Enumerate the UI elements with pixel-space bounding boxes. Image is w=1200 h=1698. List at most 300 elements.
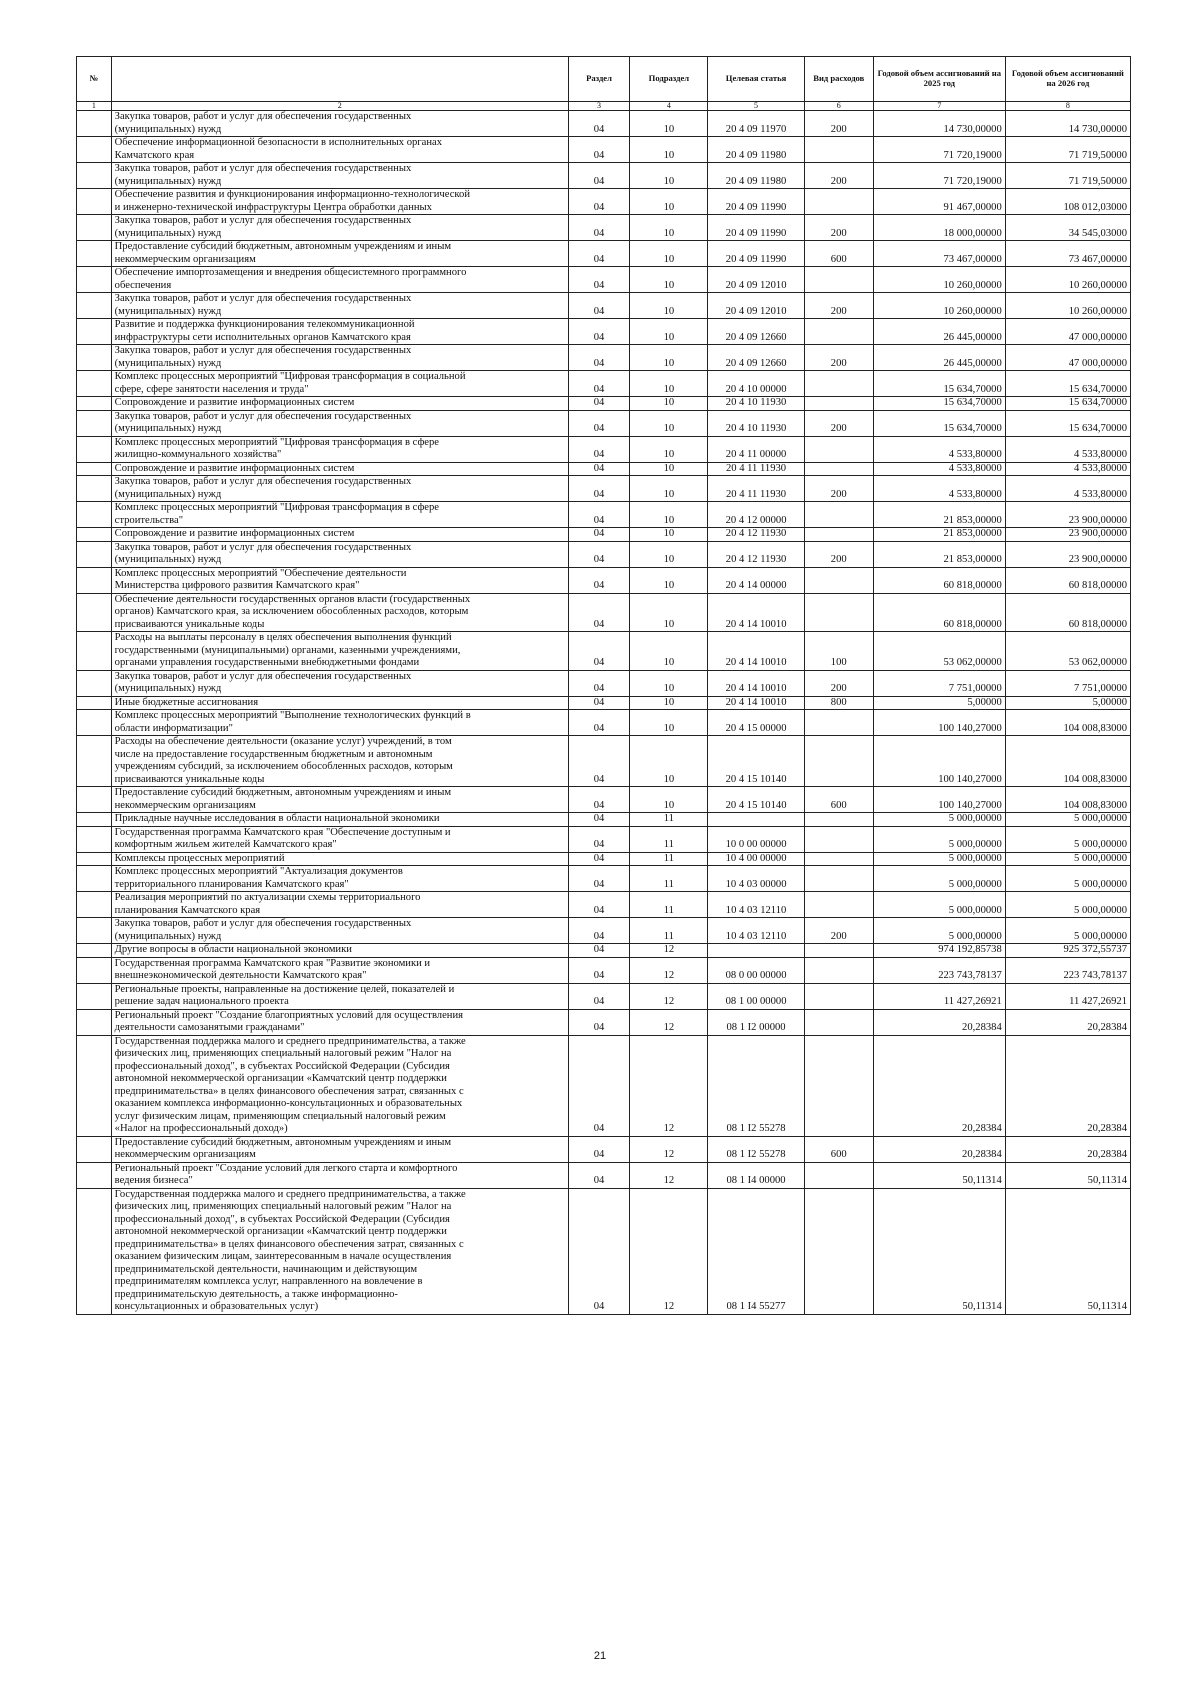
expense-type-code <box>804 319 873 345</box>
table-row <box>77 710 1131 736</box>
item-name: Государственная программа Камчатского края "Обеспечение доступным и комфортным жильем жителей Камчатского края" <box>111 826 568 852</box>
row-number-cell <box>77 293 112 319</box>
row-number-cell <box>77 1035 112 1136</box>
target-article-code: 20 4 09 11970 <box>708 111 804 137</box>
subsection-code: 11 <box>630 813 708 827</box>
amount-2025: 223 743,78137 <box>873 957 1005 983</box>
subsection-code: 10 <box>630 696 708 710</box>
section-code: 04 <box>568 866 629 892</box>
subsection-code: 11 <box>630 892 708 918</box>
table-row <box>77 957 1131 983</box>
item-name: Другие вопросы в области национальной экономики <box>111 944 568 958</box>
amount-2025: 5,00000 <box>873 696 1005 710</box>
row-number-cell <box>77 918 112 944</box>
expense-type-code <box>804 189 873 215</box>
target-article-code: 08 1 I4 55277 <box>708 1188 804 1314</box>
amount-2025: 15 634,70000 <box>873 410 1005 436</box>
item-name: Комплекс процессных мероприятий "Цифровая трансформация в социальной сфере, сфере занятости населения и труда" <box>111 371 568 397</box>
amount-2025: 11 427,26921 <box>873 983 1005 1009</box>
section-code: 04 <box>568 397 629 411</box>
section-code: 04 <box>568 696 629 710</box>
item-name: Комплексы процессных мероприятий <box>111 852 568 866</box>
amount-2025: 71 720,19000 <box>873 163 1005 189</box>
table-row <box>77 436 1131 462</box>
subsection-code: 11 <box>630 918 708 944</box>
item-name: Закупка товаров, работ и услуг для обеспечения государственных (муниципальных) нужд <box>111 163 568 189</box>
item-name: Комплекс процессных мероприятий "Выполнение технологических функций в области информатизации" <box>111 710 568 736</box>
subsection-code: 10 <box>630 215 708 241</box>
target-article-code: 20 4 09 11980 <box>708 137 804 163</box>
item-name: Региональный проект "Создание условий для легкого старта и комфортного ведения бизнеса" <box>111 1162 568 1188</box>
section-code: 04 <box>568 1009 629 1035</box>
item-name: Закупка товаров, работ и услуг для обеспечения государственных (муниципальных) нужд <box>111 918 568 944</box>
section-code: 04 <box>568 670 629 696</box>
subsection-code: 10 <box>630 670 708 696</box>
expense-type-code: 200 <box>804 476 873 502</box>
table-row <box>77 787 1131 813</box>
table-row <box>77 502 1131 528</box>
table-row <box>77 241 1131 267</box>
row-number-cell <box>77 670 112 696</box>
table-row <box>77 397 1131 411</box>
table-row <box>77 476 1131 502</box>
section-code: 04 <box>568 632 629 671</box>
section-code: 04 <box>568 345 629 371</box>
table-row <box>77 696 1131 710</box>
expense-type-code: 800 <box>804 696 873 710</box>
expense-type-code: 200 <box>804 541 873 567</box>
amount-2025: 5 000,00000 <box>873 918 1005 944</box>
table-body <box>77 111 1131 1315</box>
amount-2026: 104 008,83000 <box>1005 736 1130 787</box>
table-row <box>77 215 1131 241</box>
table-row <box>77 189 1131 215</box>
section-code: 04 <box>568 502 629 528</box>
amount-2026: 60 818,00000 <box>1005 567 1130 593</box>
expense-type-code: 600 <box>804 241 873 267</box>
row-number-cell <box>77 1188 112 1314</box>
table-row <box>77 983 1131 1009</box>
expense-type-code: 200 <box>804 111 873 137</box>
amount-2026: 5 000,00000 <box>1005 826 1130 852</box>
row-number-cell <box>77 267 112 293</box>
amount-2026: 23 900,00000 <box>1005 541 1130 567</box>
subsection-code: 12 <box>630 1162 708 1188</box>
table-row <box>77 371 1131 397</box>
row-number-cell <box>77 567 112 593</box>
row-number-cell <box>77 593 112 632</box>
amount-2025: 21 853,00000 <box>873 502 1005 528</box>
target-article-code: 20 4 14 10010 <box>708 593 804 632</box>
row-number-cell <box>77 710 112 736</box>
amount-2025: 26 445,00000 <box>873 345 1005 371</box>
row-number-cell <box>77 215 112 241</box>
subsection-code: 10 <box>630 567 708 593</box>
target-article-code: 20 4 15 10140 <box>708 787 804 813</box>
expense-type-code <box>804 983 873 1009</box>
expense-type-code: 200 <box>804 293 873 319</box>
column-numbers-row <box>77 102 1131 111</box>
item-name: Реализация мероприятий по актуализации схемы территориального планирования Камчатского края <box>111 892 568 918</box>
section-code: 04 <box>568 476 629 502</box>
target-article-code: 08 0 00 00000 <box>708 957 804 983</box>
expense-type-code <box>804 593 873 632</box>
row-number-cell <box>77 111 112 137</box>
item-name: Государственная программа Камчатского края "Развитие экономики и внешнеэкономической деятельности Камчатского края" <box>111 957 568 983</box>
subsection-code: 10 <box>630 410 708 436</box>
row-number-cell <box>77 462 112 476</box>
section-code: 04 <box>568 957 629 983</box>
amount-2026: 10 260,00000 <box>1005 293 1130 319</box>
subsection-code: 12 <box>630 1136 708 1162</box>
row-number-cell <box>77 163 112 189</box>
section-code: 04 <box>568 371 629 397</box>
amount-2025: 50,11314 <box>873 1188 1005 1314</box>
expense-type-code <box>804 267 873 293</box>
expense-type-code <box>804 397 873 411</box>
section-code: 04 <box>568 163 629 189</box>
item-name: Комплекс процессных мероприятий "Обеспечение деятельности Министерства цифрового развития Камчатского края" <box>111 567 568 593</box>
section-code: 04 <box>568 1188 629 1314</box>
amount-2026: 104 008,83000 <box>1005 787 1130 813</box>
subsection-code: 10 <box>630 111 708 137</box>
amount-2026: 47 000,00000 <box>1005 345 1130 371</box>
amount-2025: 7 751,00000 <box>873 670 1005 696</box>
item-name: Сопровождение и развитие информационных систем <box>111 528 568 542</box>
column-number: 7 <box>873 102 1005 111</box>
item-name: Прикладные научные исследования в области национальной экономики <box>111 813 568 827</box>
target-article-code: 20 4 11 11930 <box>708 476 804 502</box>
section-code: 04 <box>568 410 629 436</box>
table-row <box>77 567 1131 593</box>
section-code: 04 <box>568 736 629 787</box>
item-name: Закупка товаров, работ и услуг для обеспечения государственных (муниципальных) нужд <box>111 293 568 319</box>
header-amount-2025: Годовой объем ассигнований на 2025 год <box>873 57 1005 102</box>
section-code: 04 <box>568 436 629 462</box>
amount-2025: 21 853,00000 <box>873 541 1005 567</box>
subsection-code: 12 <box>630 1188 708 1314</box>
subsection-code: 12 <box>630 1035 708 1136</box>
amount-2026: 50,11314 <box>1005 1162 1130 1188</box>
table-row <box>77 826 1131 852</box>
amount-2026: 47 000,00000 <box>1005 319 1130 345</box>
expense-type-code <box>804 137 873 163</box>
amount-2026: 5 000,00000 <box>1005 892 1130 918</box>
section-code: 04 <box>568 111 629 137</box>
expense-type-code: 200 <box>804 918 873 944</box>
amount-2026: 11 427,26921 <box>1005 983 1130 1009</box>
expense-type-code: 200 <box>804 345 873 371</box>
amount-2026: 71 719,50000 <box>1005 137 1130 163</box>
item-name: Региональный проект "Создание благоприятных условий для осуществления деятельности самозанятыми гражданами" <box>111 1009 568 1035</box>
subsection-code: 11 <box>630 866 708 892</box>
amount-2025: 4 533,80000 <box>873 436 1005 462</box>
table-row <box>77 462 1131 476</box>
expense-type-code <box>804 1035 873 1136</box>
target-article-code: 08 1 I2 55278 <box>708 1035 804 1136</box>
column-number: 8 <box>1005 102 1130 111</box>
subsection-code: 10 <box>630 163 708 189</box>
amount-2025: 21 853,00000 <box>873 528 1005 542</box>
target-article-code: 08 1 I2 00000 <box>708 1009 804 1035</box>
amount-2025: 5 000,00000 <box>873 852 1005 866</box>
row-number-cell <box>77 137 112 163</box>
amount-2026: 104 008,83000 <box>1005 710 1130 736</box>
target-article-code: 20 4 12 00000 <box>708 502 804 528</box>
section-code: 04 <box>568 1136 629 1162</box>
amount-2025: 5 000,00000 <box>873 892 1005 918</box>
amount-2026: 10 260,00000 <box>1005 267 1130 293</box>
amount-2025: 100 140,27000 <box>873 787 1005 813</box>
header-name <box>111 57 568 102</box>
amount-2025: 14 730,00000 <box>873 111 1005 137</box>
item-name: Предоставление субсидий бюджетным, автономным учреждениям и иным некоммерческим организациям <box>111 241 568 267</box>
header-section: Раздел <box>568 57 629 102</box>
table-row <box>77 736 1131 787</box>
subsection-code: 10 <box>630 462 708 476</box>
table-row <box>77 528 1131 542</box>
table-row <box>77 1009 1131 1035</box>
subsection-code: 10 <box>630 632 708 671</box>
item-name: Государственная поддержка малого и среднего предпринимательства, а также физических лиц, применяющих специальный налоговый режим "Налог на профессиональный доход", в субъектах Российской Федерации (Субсидия автономной некоммерческой организации «Камчатский центр поддержки предпринимательства» в целях финансового обеспечения затрат, связанных с оказанием комплекса информационно-консультационных и образовательных услуг физическим лицам, применяющим специальный налоговый режим «Налог на профессиональный доход») <box>111 1035 568 1136</box>
target-article-code: 08 1 I2 55278 <box>708 1136 804 1162</box>
table-row <box>77 345 1131 371</box>
item-name: Расходы на выплаты персоналу в целях обеспечения выполнения функций государственными (муниципальными) органами, казенными учреждениями, органами управления государственными внебюджетными фондами <box>111 632 568 671</box>
amount-2026: 5,00000 <box>1005 696 1130 710</box>
section-code: 04 <box>568 1162 629 1188</box>
amount-2025: 4 533,80000 <box>873 476 1005 502</box>
target-article-code: 20 4 10 11930 <box>708 397 804 411</box>
target-article-code <box>708 813 804 827</box>
subsection-code: 10 <box>630 593 708 632</box>
header-target: Целевая статья <box>708 57 804 102</box>
item-name: Обеспечение импортозамещения и внедрения общесистемного программного обеспечения <box>111 267 568 293</box>
section-code: 04 <box>568 918 629 944</box>
table-row <box>77 137 1131 163</box>
table-row <box>77 866 1131 892</box>
target-article-code: 08 1 00 00000 <box>708 983 804 1009</box>
target-article-code: 10 4 03 12110 <box>708 892 804 918</box>
amount-2025: 20,28384 <box>873 1035 1005 1136</box>
target-article-code: 20 4 14 10010 <box>708 670 804 696</box>
target-article-code: 20 4 09 11980 <box>708 163 804 189</box>
row-number-cell <box>77 541 112 567</box>
amount-2025: 974 192,85738 <box>873 944 1005 958</box>
amount-2025: 15 634,70000 <box>873 371 1005 397</box>
amount-2025: 91 467,00000 <box>873 189 1005 215</box>
header-subsection: Подраздел <box>630 57 708 102</box>
amount-2025: 73 467,00000 <box>873 241 1005 267</box>
header-expense-type: Вид расходов <box>804 57 873 102</box>
target-article-code: 20 4 11 11930 <box>708 462 804 476</box>
amount-2025: 10 260,00000 <box>873 293 1005 319</box>
expense-type-code <box>804 944 873 958</box>
item-name: Расходы на обеспечение деятельности (оказание услуг) учреждений, в том числе на предоставление государственным бюджетным и автономным учреждениям субсидий, за исключением обособленных расходов, которым присваиваются уникальные коды <box>111 736 568 787</box>
item-name: Обеспечение информационной безопасности в исполнительных органах Камчатского края <box>111 137 568 163</box>
target-article-code: 20 4 10 00000 <box>708 371 804 397</box>
item-name: Предоставление субсидий бюджетным, автономным учреждениям и иным некоммерческим организациям <box>111 787 568 813</box>
amount-2026: 60 818,00000 <box>1005 593 1130 632</box>
row-number-cell <box>77 944 112 958</box>
subsection-code: 12 <box>630 944 708 958</box>
expense-type-code <box>804 1162 873 1188</box>
item-name: Обеспечение деятельности государственных органов власти (государственных органов) Камчатского края, за исключением обособленных расходов, которым присваиваются уникальные коды <box>111 593 568 632</box>
amount-2025: 5 000,00000 <box>873 826 1005 852</box>
amount-2026: 34 545,03000 <box>1005 215 1130 241</box>
section-code: 04 <box>568 787 629 813</box>
amount-2025: 100 140,27000 <box>873 736 1005 787</box>
expense-type-code <box>804 567 873 593</box>
header-num: № <box>77 57 112 102</box>
row-number-cell <box>77 397 112 411</box>
amount-2025: 20,28384 <box>873 1009 1005 1035</box>
amount-2026: 73 467,00000 <box>1005 241 1130 267</box>
section-code: 04 <box>568 541 629 567</box>
amount-2025: 71 720,19000 <box>873 137 1005 163</box>
section-code: 04 <box>568 813 629 827</box>
amount-2026: 15 634,70000 <box>1005 397 1130 411</box>
table-row <box>77 670 1131 696</box>
section-code: 04 <box>568 462 629 476</box>
row-number-cell <box>77 866 112 892</box>
subsection-code: 10 <box>630 476 708 502</box>
amount-2025: 15 634,70000 <box>873 397 1005 411</box>
subsection-code: 10 <box>630 293 708 319</box>
expense-type-code <box>804 736 873 787</box>
table-row <box>77 541 1131 567</box>
table-row <box>77 163 1131 189</box>
expense-type-code: 200 <box>804 670 873 696</box>
expense-type-code <box>804 892 873 918</box>
target-article-code: 10 4 03 00000 <box>708 866 804 892</box>
section-code: 04 <box>568 567 629 593</box>
target-article-code: 20 4 09 11990 <box>708 189 804 215</box>
amount-2026: 20,28384 <box>1005 1136 1130 1162</box>
target-article-code: 20 4 09 12010 <box>708 293 804 319</box>
row-number-cell <box>77 632 112 671</box>
amount-2025: 50,11314 <box>873 1162 1005 1188</box>
amount-2025: 4 533,80000 <box>873 462 1005 476</box>
amount-2026: 14 730,00000 <box>1005 111 1130 137</box>
table-row <box>77 319 1131 345</box>
target-article-code: 20 4 09 12010 <box>708 267 804 293</box>
expense-type-code <box>804 371 873 397</box>
section-code: 04 <box>568 137 629 163</box>
subsection-code: 10 <box>630 528 708 542</box>
expense-type-code <box>804 1009 873 1035</box>
amount-2026: 23 900,00000 <box>1005 528 1130 542</box>
subsection-code: 11 <box>630 852 708 866</box>
table-row <box>77 852 1131 866</box>
table-row <box>77 632 1131 671</box>
row-number-cell <box>77 1009 112 1035</box>
subsection-code: 10 <box>630 541 708 567</box>
subsection-code: 12 <box>630 983 708 1009</box>
row-number-cell <box>77 852 112 866</box>
amount-2025: 18 000,00000 <box>873 215 1005 241</box>
target-article-code: 10 0 00 00000 <box>708 826 804 852</box>
amount-2026: 5 000,00000 <box>1005 813 1130 827</box>
expense-type-code <box>804 710 873 736</box>
amount-2025: 60 818,00000 <box>873 567 1005 593</box>
column-number: 3 <box>568 102 629 111</box>
table-row <box>77 1188 1131 1314</box>
row-number-cell <box>77 189 112 215</box>
row-number-cell <box>77 319 112 345</box>
subsection-code: 10 <box>630 736 708 787</box>
item-name: Закупка товаров, работ и услуг для обеспечения государственных (муниципальных) нужд <box>111 476 568 502</box>
row-number-cell <box>77 410 112 436</box>
table-row <box>77 1136 1131 1162</box>
expense-type-code <box>804 813 873 827</box>
subsection-code: 10 <box>630 319 708 345</box>
table-row <box>77 410 1131 436</box>
item-name: Комплекс процессных мероприятий "Цифровая трансформация в сфере жилищно-коммунального хозяйства" <box>111 436 568 462</box>
row-number-cell <box>77 813 112 827</box>
target-article-code <box>708 944 804 958</box>
amount-2025: 53 062,00000 <box>873 632 1005 671</box>
expense-type-code: 600 <box>804 1136 873 1162</box>
subsection-code: 10 <box>630 502 708 528</box>
amount-2026: 7 751,00000 <box>1005 670 1130 696</box>
expense-type-code: 100 <box>804 632 873 671</box>
section-code: 04 <box>568 215 629 241</box>
section-code: 04 <box>568 528 629 542</box>
amount-2026: 223 743,78137 <box>1005 957 1130 983</box>
expense-type-code <box>804 957 873 983</box>
item-name: Сопровождение и развитие информационных систем <box>111 397 568 411</box>
amount-2026: 15 634,70000 <box>1005 410 1130 436</box>
target-article-code: 20 4 09 11990 <box>708 215 804 241</box>
expense-type-code <box>804 436 873 462</box>
amount-2026: 20,28384 <box>1005 1035 1130 1136</box>
column-number: 5 <box>708 102 804 111</box>
section-code: 04 <box>568 892 629 918</box>
amount-2026: 15 634,70000 <box>1005 371 1130 397</box>
item-name: Закупка товаров, работ и услуг для обеспечения государственных (муниципальных) нужд <box>111 410 568 436</box>
target-article-code: 20 4 15 10140 <box>708 736 804 787</box>
amount-2025: 5 000,00000 <box>873 866 1005 892</box>
page-number: 21 <box>593 1650 607 1662</box>
target-article-code: 20 4 09 12660 <box>708 319 804 345</box>
item-name: Обеспечение развития и функционирования информационно-технологической и инженерно-технической инфраструктуры Центра обработки данных <box>111 189 568 215</box>
expense-type-code <box>804 866 873 892</box>
budget-table <box>76 56 1131 1315</box>
item-name: Иные бюджетные ассигнования <box>111 696 568 710</box>
item-name: Закупка товаров, работ и услуг для обеспечения государственных (муниципальных) нужд <box>111 111 568 137</box>
subsection-code: 10 <box>630 787 708 813</box>
table-header-row <box>77 57 1131 102</box>
amount-2026: 925 372,55737 <box>1005 944 1130 958</box>
row-number-cell <box>77 528 112 542</box>
expense-type-code <box>804 1188 873 1314</box>
row-number-cell <box>77 983 112 1009</box>
table-row <box>77 267 1131 293</box>
amount-2025: 20,28384 <box>873 1136 1005 1162</box>
row-number-cell <box>77 892 112 918</box>
row-number-cell <box>77 1136 112 1162</box>
subsection-code: 12 <box>630 1009 708 1035</box>
item-name: Закупка товаров, работ и услуг для обеспечения государственных (муниципальных) нужд <box>111 670 568 696</box>
subsection-code: 10 <box>630 345 708 371</box>
amount-2026: 23 900,00000 <box>1005 502 1130 528</box>
table-row <box>77 293 1131 319</box>
target-article-code: 08 1 I4 00000 <box>708 1162 804 1188</box>
header-amount-2026: Годовой объем ассигнований на 2026 год <box>1005 57 1130 102</box>
section-code: 04 <box>568 710 629 736</box>
expense-type-code <box>804 502 873 528</box>
table-row <box>77 1035 1131 1136</box>
